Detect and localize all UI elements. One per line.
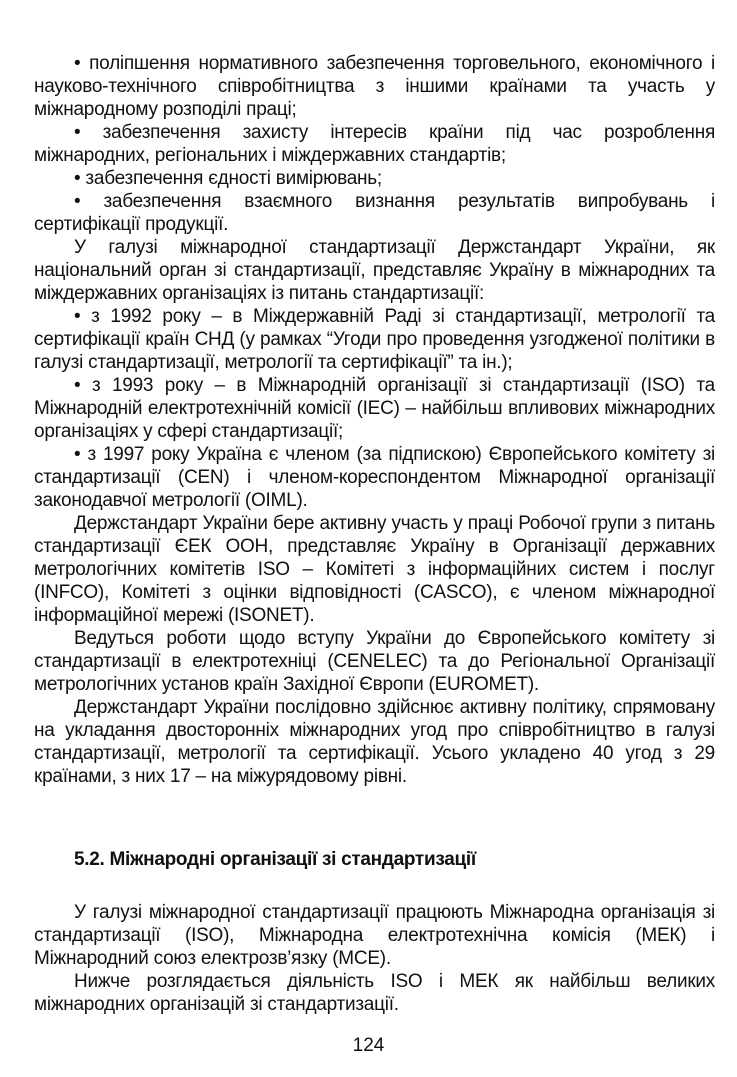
bullet-paragraph: • поліпшення нормативного забезпечення торговельного, економічного і науково-технічного співробітництва з іншими країнами та участь у міжнародному розподілі праці; [34, 53, 715, 120]
body-paragraph: У галузі міжнародної стандартизації працюють Міжнародна організація зі стандартизації (ISO), Міжнародна електротехнічна комісія (МЕК) і Міжнародний союз електрозв’язку (МСЕ). [34, 902, 715, 969]
page-number: 124 [352, 1035, 385, 1056]
body-paragraph: Держстандарт України послідовно здійснює активну політику, спрямовану на укладання двосторонніх міжнародних угод про співробітництво в галузі стандартизації, метрології та сертифікації. Усього укладено 40 угод з 29 країнами, з них 17 – на міжурядовому рівні. [34, 697, 715, 787]
bullet-paragraph: • з 1992 року – в Міждержавній Раді зі стандартизації, метрології та сертифікації країн СНД (у рамках “Угоди про проведення узгодженої політики в галузі стандартизації, метрології та сертифікації” та ін.); [34, 306, 715, 373]
section-heading: 5.2. Міжнародні організації зі стандартизації [74, 849, 476, 870]
bullet-paragraph: • забезпечення єдності вимірювань; [74, 168, 382, 189]
bullet-paragraph: • з 1997 року Україна є членом (за підпискою) Європейського комітету зі стандартизації (CEN) і членом-кореспондентом Міжнародної організації законодавчої метрології (OIML). [34, 444, 715, 511]
body-paragraph: У галузі міжнародної стандартизації Держстандарт України, як національний орган зі стандартизації, представляє Україну в міжнародних та міждержавних організаціях із питань стандартизації: [34, 237, 715, 304]
body-paragraph: Нижче розглядається діяльність ISO і МЕК як найбільш великих міжнародних організацій зі стандартизації. [34, 971, 715, 1015]
bullet-paragraph: • забезпечення захисту інтересів країни під час розроблення міжнародних, регіональних і міждержавних стандартів; [34, 122, 715, 166]
bullet-paragraph: • з 1993 року – в Міжнародній організації зі стандартизації (ISO) та Міжнародній електротехнічній комісії (IEC) – найбільш впливових міжнародних організаціях у сфері стандартизації; [34, 375, 715, 442]
bullet-paragraph: • забезпечення взаємного визнання результатів випробувань і сертифікації продукції. [34, 191, 715, 235]
body-paragraph: Ведуться роботи щодо вступу України до Європейського комітету зі стандартизації в електротехніці (CENELEC) та до Регіональної Організації метрологічних установ країн Західної Європи (EUROMET). [34, 628, 715, 695]
body-paragraph: Держстандарт України бере активну участь у праці Робочої групи з питань стандартизації ЄЕК ООН, представляє Україну в Організації державних метрологічних комітетів ISO – Комітеті з інформаційних систем і послуг (INFCO), Комітеті з оцінки відповідності (CASCO), є членом міжнародної інформаційної мережі (ISONET). [34, 513, 715, 626]
